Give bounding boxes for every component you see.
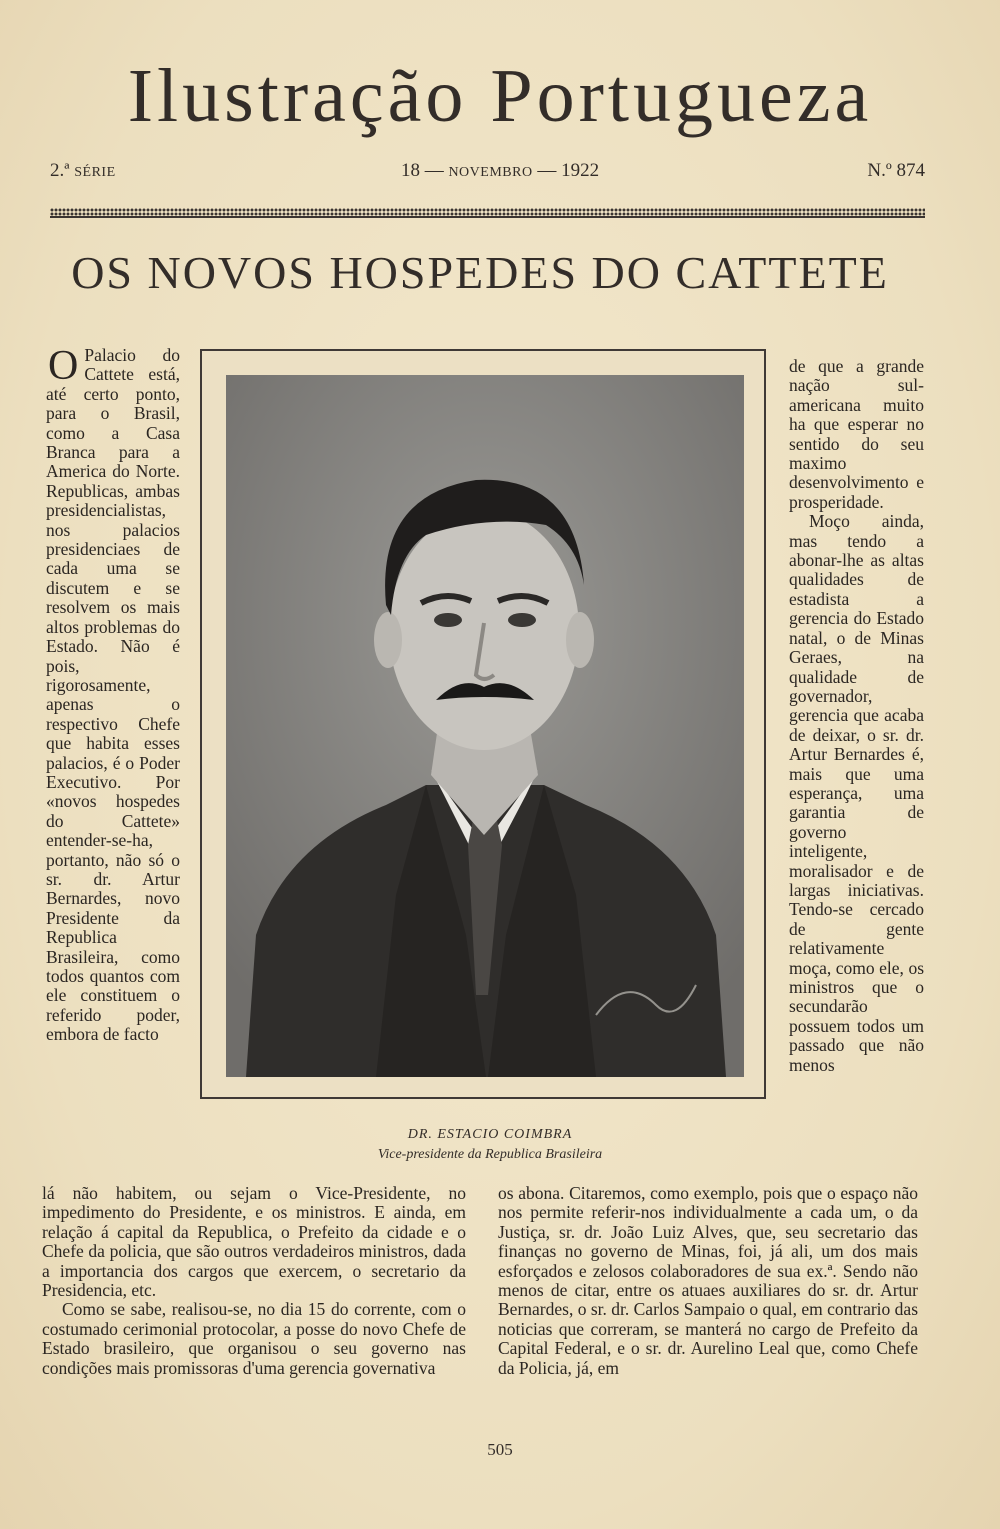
- right-column-text: [789, 357, 924, 1075]
- issue-number: N.º 874: [867, 160, 925, 181]
- bottom-right-text: [498, 1184, 918, 1378]
- bottom-left-paragraph-1: lá não habitem, ou sejam o Vice-Presidente, no impedimento do Presidente, e os ministros. E ainda, em relação á capital da Republica, o Prefeito da cidade e o Chefe da policia, que são outros verdadeiros ministros, dada a importancia dos cargos que exercem, o secretario da Presidencia, etc.: [42, 1183, 466, 1301]
- right-column-paragraph-2: Moço ainda, mas tendo a abonar-lhe as altas qualidades de estadista a gerencia do Estado natal, o de Minas Geraes, na qualidade de governador, gerencia que acaba de deixar, o sr. dr. Artur Bernardes é, mais que uma esperança, uma garantia de governo inteligente, moralisador e de largas iniciativas. Tendo-se cercado de gente relativamente moça, como ele, os ministros que o secundarão possuem todos um passado que não menos: [789, 511, 924, 1075]
- bottom-left-text: [42, 1184, 466, 1378]
- left-column-body: Palacio do Cattete está, até certo ponto, para o Brasil, como a Casa Branca para a America do Norte. Republicas, ambas presidencialistas, nos palacios presidenciaes de cada uma se discutem e se resolvem os mais altos problemas do Estado. Não é pois, rigorosamente, apenas o respectivo Chefe que habita esses palacios, é o Poder Executivo. Por «novos hospedes do Cattete» entender-se-ha, portanto, não só o sr. dr. Artur Bernardes, novo Presidente da Republica Brasileira, como todos quantos com ele constituem o referido poder, embora de facto: [46, 345, 180, 1045]
- page-number: 505: [487, 1440, 513, 1459]
- decorative-rule: [50, 208, 925, 218]
- photo-caption-role: Vice-presidente da Republica Brasileira: [377, 1147, 603, 1162]
- date-day: 18 —: [400, 160, 449, 181]
- photo-caption-name: DR. ESTACIO COIMBRA: [407, 1127, 573, 1142]
- drop-cap: O: [48, 343, 79, 389]
- issue-date: [0, 160, 1000, 182]
- series-prefix: 2.ª: [50, 160, 70, 181]
- article-headline: OS NOVOS HOSPEDES DO CATTETE: [71, 247, 889, 298]
- portrait-photo: [226, 375, 744, 1077]
- date-month: NOVEMBRO: [448, 165, 533, 180]
- bottom-left-paragraph-2: Como se sabe, realisou-se, no dia 15 do corrente, com o costumado cerimonial protocolar, a posse do novo Chefe de Estado brasileiro, que organisou o seu governo nas condições mais promissoras d'uma gerencia governativa: [42, 1299, 466, 1378]
- series-word: SÉRIE: [74, 165, 116, 180]
- portrait-illustration: [226, 375, 744, 1077]
- masthead-title: Ilustração Portugueza: [127, 54, 873, 138]
- date-year: — 1922: [532, 160, 600, 181]
- portrait-photo-frame: [200, 349, 766, 1099]
- left-column-text: [46, 343, 180, 1045]
- bottom-right-paragraph: os abona. Citaremos, como exemplo, pois que o espaço não nos permite referir-nos individualmente a cada um, o da Justiça, sr. dr. João Luiz Alves, que, seu secretario das finanças no governo de Minas, foi, já ali, um dos mais esforçados e zelosos colaboradores de sua ex.ª. Sendo não menos de citar, entre os atuaes auxiliares do sr. dr. Artur Bernardes, o sr. dr. Carlos Sampaio o qual, em contrario das noticias que correram, se manterá no cargo de Prefeito da Capital Federal, e o sr. dr. Aurelino Leal que, como Chefe da Policia, já, em: [498, 1183, 918, 1378]
- right-column-paragraph-1: de que a grande nação sul-americana muito ha que esperar no sentido do seu maximo desenvolvimento e prosperidade.: [789, 356, 924, 512]
